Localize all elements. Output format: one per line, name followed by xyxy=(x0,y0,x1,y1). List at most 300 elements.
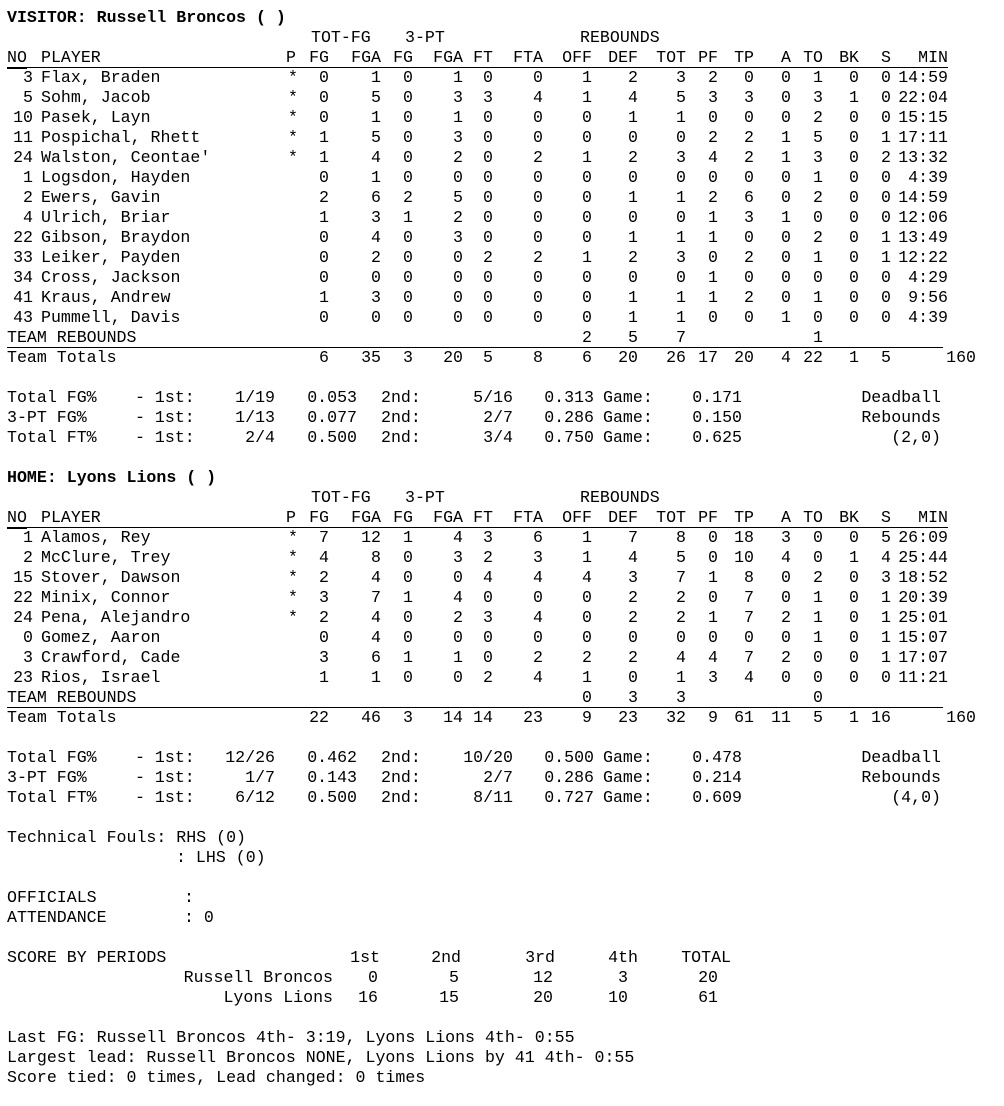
starter-marker: * xyxy=(288,108,298,127)
player-stat: 18 xyxy=(734,528,754,547)
visitor-team-totals xyxy=(0,348,1004,368)
player-stat: 1 xyxy=(582,68,592,87)
col-header-stat: TO xyxy=(803,508,823,527)
player-stat: 0 xyxy=(453,288,463,307)
team-total-stat: 16 xyxy=(871,708,891,727)
player-stat: 0 xyxy=(403,608,413,627)
starter-marker: * xyxy=(288,548,298,567)
player-stat: 0 xyxy=(849,148,859,167)
player-stat: 7 xyxy=(628,528,638,547)
player-stat: 0 xyxy=(628,128,638,147)
team-totals-label: Team Totals xyxy=(7,708,117,727)
percentage-row xyxy=(0,408,1004,428)
team-rebounds-label: TEAM REBOUNDS xyxy=(7,328,137,347)
team-rebounds-off: 2 xyxy=(582,328,592,347)
pct-second-half-made: 3/4 xyxy=(483,428,513,447)
player-stat: 0 xyxy=(781,188,791,207)
group-header-3pt: 3-PT xyxy=(405,488,445,507)
period-score: 16 xyxy=(358,988,378,1007)
player-stat: 1 xyxy=(403,208,413,227)
player-stat: 0 xyxy=(483,288,493,307)
player-stat: 0 xyxy=(533,68,543,87)
player-stat: 0 xyxy=(881,668,891,687)
col-header-stat: PF xyxy=(698,48,718,67)
player-stat: 0 xyxy=(744,628,754,647)
pct-game-label: Game: xyxy=(603,388,653,407)
team-rebounds-tot: 7 xyxy=(676,328,686,347)
player-stat: 3 xyxy=(453,88,463,107)
period-score: 20 xyxy=(533,988,553,1007)
player-stat: 1 xyxy=(676,188,686,207)
player-stat: 0 xyxy=(319,68,329,87)
player-stat: 2 xyxy=(319,188,329,207)
player-stat: 2 xyxy=(744,248,754,267)
team-total-stat: 4 xyxy=(781,348,791,367)
player-number: 41 xyxy=(13,288,33,307)
pct-second-half-label: 2nd: xyxy=(381,788,421,807)
player-stat: 0 xyxy=(813,208,823,227)
player-stat: 0 xyxy=(708,108,718,127)
player-stat: 0 xyxy=(676,128,686,147)
player-stat: 2 xyxy=(881,148,891,167)
player-row xyxy=(0,128,1004,148)
player-stat: 2 xyxy=(533,148,543,167)
team-total-stat: 20 xyxy=(734,348,754,367)
player-stat: 0 xyxy=(403,128,413,147)
player-minutes: 9:56 xyxy=(908,288,948,307)
player-stat: 0 xyxy=(781,68,791,87)
col-header-stat: A xyxy=(781,48,791,67)
player-stat: 3 xyxy=(453,228,463,247)
player-stat: 1 xyxy=(403,588,413,607)
player-number: 3 xyxy=(23,648,33,667)
group-header-3pt: 3-PT xyxy=(405,28,445,47)
player-stat: 4 xyxy=(582,568,592,587)
player-stat: 0 xyxy=(781,88,791,107)
player-stat: 3 xyxy=(453,548,463,567)
period-score: 5 xyxy=(449,968,459,987)
player-stat: 0 xyxy=(403,668,413,687)
col-header-stat: S xyxy=(881,48,891,67)
player-name: Stover, Dawson xyxy=(41,568,181,587)
player-stat: 0 xyxy=(533,308,543,327)
player-stat: 0 xyxy=(708,168,718,187)
team-total-stat: 32 xyxy=(666,708,686,727)
pct-second-half-made: 8/11 xyxy=(473,788,513,807)
player-stat: 0 xyxy=(849,628,859,647)
player-stat: 1 xyxy=(881,588,891,607)
player-stat: 1 xyxy=(453,108,463,127)
score-row xyxy=(0,988,1004,1008)
player-number: 24 xyxy=(13,148,33,167)
player-stat: 7 xyxy=(371,588,381,607)
player-stat: 1 xyxy=(781,148,791,167)
pct-first-half-value: 0.500 xyxy=(307,788,357,807)
player-stat: 0 xyxy=(849,108,859,127)
player-stat: 2 xyxy=(533,248,543,267)
col-header-stat: TP xyxy=(734,508,754,527)
player-stat: 0 xyxy=(453,268,463,287)
player-stat: 0 xyxy=(403,248,413,267)
player-minutes: 15:07 xyxy=(898,628,948,647)
player-stat: 0 xyxy=(403,268,413,287)
footer-line xyxy=(0,1048,1004,1068)
player-stat: 0 xyxy=(371,308,381,327)
player-stat: 1 xyxy=(676,308,686,327)
player-stat: 0 xyxy=(319,268,329,287)
player-stat: 3 xyxy=(744,88,754,107)
pct-second-half-label: 2nd: xyxy=(381,428,421,447)
player-name: Ulrich, Briar xyxy=(41,208,171,227)
player-stat: 3 xyxy=(319,648,329,667)
player-stat: 1 xyxy=(628,308,638,327)
player-number: 4 xyxy=(23,208,33,227)
period-header: TOTAL xyxy=(681,948,731,967)
footer-line xyxy=(0,1028,1004,1048)
player-stat: 1 xyxy=(403,528,413,547)
player-stat: 0 xyxy=(628,168,638,187)
player-stat: 5 xyxy=(676,548,686,567)
player-stat: 0 xyxy=(582,268,592,287)
player-stat: 1 xyxy=(582,528,592,547)
player-stat: 1 xyxy=(582,148,592,167)
player-stat: 4 xyxy=(628,548,638,567)
player-stat: 0 xyxy=(403,308,413,327)
col-header-stat: PF xyxy=(698,508,718,527)
player-stat: 0 xyxy=(708,548,718,567)
team-total-stat: 9 xyxy=(582,708,592,727)
player-minutes: 22:04 xyxy=(898,88,948,107)
player-stat: 4 xyxy=(708,648,718,667)
footer-line xyxy=(0,1068,1004,1088)
player-stat: 1 xyxy=(582,88,592,107)
percentage-row xyxy=(0,428,1004,448)
player-stat: 2 xyxy=(781,608,791,627)
player-number: 33 xyxy=(13,248,33,267)
player-name: Pasek, Layn xyxy=(41,108,151,127)
player-stat: 1 xyxy=(319,668,329,687)
player-name: Gomez, Aaron xyxy=(41,628,161,647)
player-row xyxy=(0,208,1004,228)
player-stat: 4 xyxy=(371,148,381,167)
player-stat: 0 xyxy=(881,208,891,227)
attendance-label: ATTENDANCE xyxy=(7,908,107,927)
col-header-stat: OFF xyxy=(562,48,592,67)
col-header-stat: FG xyxy=(309,48,329,67)
player-stat: 0 xyxy=(582,128,592,147)
player-stat: 1 xyxy=(371,168,381,187)
player-stat: 5 xyxy=(676,88,686,107)
team-total-stat: 6 xyxy=(582,348,592,367)
player-stat: 1 xyxy=(676,288,686,307)
player-stat: 1 xyxy=(813,68,823,87)
player-row xyxy=(0,308,1004,328)
pct-first-half-made: 1/7 xyxy=(245,768,275,787)
col-header-no: NO xyxy=(7,508,27,527)
player-name: Minix, Connor xyxy=(41,588,171,607)
team-total-stat: 61 xyxy=(734,708,754,727)
player-stat: 0 xyxy=(781,168,791,187)
player-stat: 0 xyxy=(319,88,329,107)
player-minutes: 12:06 xyxy=(898,208,948,227)
player-stat: 0 xyxy=(676,268,686,287)
player-row xyxy=(0,188,1004,208)
player-stat: 0 xyxy=(533,228,543,247)
team-rebounds-label: TEAM REBOUNDS xyxy=(7,688,137,707)
player-stat: 0 xyxy=(403,628,413,647)
player-stat: 0 xyxy=(813,308,823,327)
player-stat: 1 xyxy=(708,268,718,287)
team-total-stat: 35 xyxy=(361,348,381,367)
player-stat: 0 xyxy=(781,568,791,587)
player-stat: 2 xyxy=(708,128,718,147)
player-number: 1 xyxy=(23,168,33,187)
team-total-stat: 14 xyxy=(443,708,463,727)
player-stat: 12 xyxy=(361,528,381,547)
player-stat: 0 xyxy=(582,588,592,607)
player-stat: 1 xyxy=(849,88,859,107)
player-row xyxy=(0,248,1004,268)
player-row xyxy=(0,148,1004,168)
player-stat: 2 xyxy=(628,248,638,267)
player-stat: 1 xyxy=(781,128,791,147)
team-total-stat: 3 xyxy=(403,708,413,727)
player-stat: 0 xyxy=(483,228,493,247)
player-stat: 7 xyxy=(676,568,686,587)
col-header-stat: OFF xyxy=(562,508,592,527)
player-name: Pummell, Davis xyxy=(41,308,181,327)
player-stat: 0 xyxy=(582,228,592,247)
team-total-stat: 5 xyxy=(813,708,823,727)
player-stat: 1 xyxy=(813,168,823,187)
pct-game-value: 0.150 xyxy=(692,408,742,427)
player-stat: 1 xyxy=(628,228,638,247)
player-row xyxy=(0,648,1004,668)
player-stat: 2 xyxy=(533,648,543,667)
col-header-min: MIN xyxy=(918,508,948,527)
col-header-stat: FGA xyxy=(433,48,463,67)
player-stat: 0 xyxy=(533,108,543,127)
player-number: 0 xyxy=(23,628,33,647)
player-stat: 3 xyxy=(371,288,381,307)
period-score: 3 xyxy=(618,968,628,987)
player-stat: 0 xyxy=(582,188,592,207)
group-header-rebounds: REBOUNDS xyxy=(580,28,660,47)
player-name: Leiker, Payden xyxy=(41,248,181,267)
player-stat: 0 xyxy=(319,108,329,127)
player-stat: 0 xyxy=(453,628,463,647)
player-stat: 0 xyxy=(319,168,329,187)
visitor-group-headers xyxy=(0,28,1004,48)
player-number: 2 xyxy=(23,188,33,207)
player-stat: 1 xyxy=(813,628,823,647)
team-total-minutes: 160 xyxy=(946,708,976,727)
player-stat: 0 xyxy=(781,628,791,647)
player-stat: 5 xyxy=(453,188,463,207)
player-row xyxy=(0,608,1004,628)
player-number: 10 xyxy=(13,108,33,127)
pct-game-value: 0.478 xyxy=(692,748,742,767)
starter-marker: * xyxy=(288,608,298,627)
pct-second-half-value: 0.286 xyxy=(544,408,594,427)
player-stat: 2 xyxy=(453,148,463,167)
player-number: 11 xyxy=(13,128,33,147)
pct-game-value: 0.171 xyxy=(692,388,742,407)
pct-game-value: 0.625 xyxy=(692,428,742,447)
player-stat: 0 xyxy=(881,188,891,207)
player-stat: 0 xyxy=(849,528,859,547)
player-stat: 4 xyxy=(483,568,493,587)
player-stat: 0 xyxy=(453,308,463,327)
pct-first-half-value: 0.462 xyxy=(307,748,357,767)
player-stat: 6 xyxy=(533,528,543,547)
col-header-player: PLAYER xyxy=(41,508,101,527)
pct-second-half-value: 0.727 xyxy=(544,788,594,807)
player-name: Flax, Braden xyxy=(41,68,161,87)
player-stat: 1 xyxy=(582,548,592,567)
player-row xyxy=(0,588,1004,608)
home-team-totals xyxy=(0,708,1004,728)
player-number: 3 xyxy=(23,68,33,87)
team-heading: HOME: Lyons Lions ( ) xyxy=(7,468,217,487)
pct-first-half-made: 2/4 xyxy=(245,428,275,447)
pct-game-label: Game: xyxy=(603,428,653,447)
player-stat: 0 xyxy=(533,168,543,187)
player-stat: 4 xyxy=(453,528,463,547)
player-stat: 0 xyxy=(881,308,891,327)
period-header: 3rd xyxy=(525,948,555,967)
player-stat: 0 xyxy=(483,168,493,187)
player-stat: 2 xyxy=(483,668,493,687)
player-stat: 0 xyxy=(319,628,329,647)
player-stat: 0 xyxy=(483,628,493,647)
player-minutes: 26:09 xyxy=(898,528,948,547)
pct-first-half-label: - 1st: xyxy=(135,408,195,427)
officials-value: : xyxy=(184,888,194,907)
score-team-name: Lyons Lions xyxy=(223,988,333,1007)
pct-first-half-made: 1/19 xyxy=(235,388,275,407)
attendance-value: : 0 xyxy=(184,908,214,927)
pct-label: Total FT% xyxy=(7,788,97,807)
percentage-row xyxy=(0,388,1004,408)
player-stat: 0 xyxy=(582,288,592,307)
col-header-p: P xyxy=(286,48,296,67)
col-header-stat: FTA xyxy=(513,48,543,67)
player-stat: 1 xyxy=(813,288,823,307)
pct-game-value: 0.609 xyxy=(692,788,742,807)
player-stat: 0 xyxy=(744,108,754,127)
pct-second-half-value: 0.286 xyxy=(544,768,594,787)
player-stat: 5 xyxy=(881,528,891,547)
player-stat: 0 xyxy=(708,628,718,647)
visitor-heading xyxy=(0,8,1004,28)
player-stat: 8 xyxy=(371,548,381,567)
group-header-tot-fg: TOT-FG xyxy=(311,488,371,507)
period-score: 0 xyxy=(368,968,378,987)
team-total-stat: 1 xyxy=(849,708,859,727)
player-stat: 1 xyxy=(319,128,329,147)
player-stat: 0 xyxy=(533,268,543,287)
player-stat: 2 xyxy=(813,108,823,127)
player-stat: 1 xyxy=(708,288,718,307)
player-stat: 0 xyxy=(781,108,791,127)
player-stat: 1 xyxy=(371,668,381,687)
player-stat: 0 xyxy=(881,108,891,127)
technical-fouls-row-1 xyxy=(0,828,1004,848)
player-stat: 0 xyxy=(403,568,413,587)
col-header-player: PLAYER xyxy=(41,48,101,67)
player-stat: 1 xyxy=(813,588,823,607)
player-stat: 1 xyxy=(319,288,329,307)
player-stat: 2 xyxy=(628,68,638,87)
player-minutes: 25:44 xyxy=(898,548,948,567)
player-name: McClure, Trey xyxy=(41,548,171,567)
player-stat: 3 xyxy=(533,548,543,567)
player-stat: 1 xyxy=(453,648,463,667)
player-stat: 0 xyxy=(813,268,823,287)
player-minutes: 17:07 xyxy=(898,648,948,667)
starter-marker: * xyxy=(288,128,298,147)
player-stat: 4 xyxy=(371,228,381,247)
player-stat: 1 xyxy=(319,148,329,167)
player-stat: 1 xyxy=(881,628,891,647)
percentage-row xyxy=(0,768,1004,788)
player-stat: 0 xyxy=(533,588,543,607)
team-total-stat: 14 xyxy=(473,708,493,727)
pct-first-half-made: 6/12 xyxy=(235,788,275,807)
player-stat: 7 xyxy=(319,528,329,547)
player-stat: 2 xyxy=(744,128,754,147)
player-stat: 0 xyxy=(781,228,791,247)
col-header-stat: TO xyxy=(803,48,823,67)
player-minutes: 13:32 xyxy=(898,148,948,167)
player-stat: 0 xyxy=(781,288,791,307)
group-header-tot-fg: TOT-FG xyxy=(311,28,371,47)
pct-second-half-label: 2nd: xyxy=(381,388,421,407)
col-header-stat: DEF xyxy=(608,48,638,67)
player-stat: 1 xyxy=(628,288,638,307)
col-header-no: NO xyxy=(7,48,27,67)
player-stat: 1 xyxy=(708,228,718,247)
player-stat: 2 xyxy=(582,648,592,667)
player-stat: 0 xyxy=(813,648,823,667)
pct-first-half-label: - 1st: xyxy=(135,388,195,407)
percentage-row xyxy=(0,788,1004,808)
player-stat: 0 xyxy=(582,208,592,227)
player-stat: 0 xyxy=(676,208,686,227)
player-stat: 0 xyxy=(849,208,859,227)
player-stat: 4 xyxy=(881,548,891,567)
col-header-stat: FGA xyxy=(351,48,381,67)
player-number: 43 xyxy=(13,308,33,327)
player-stat: 0 xyxy=(453,168,463,187)
player-stat: 0 xyxy=(849,188,859,207)
player-minutes: 20:39 xyxy=(898,588,948,607)
player-number: 34 xyxy=(13,268,33,287)
player-stat: 0 xyxy=(582,608,592,627)
player-row xyxy=(0,268,1004,288)
player-stat: 2 xyxy=(628,608,638,627)
player-stat: 0 xyxy=(628,668,638,687)
player-stat: 8 xyxy=(744,568,754,587)
player-row xyxy=(0,88,1004,108)
player-stat: 0 xyxy=(582,108,592,127)
score-by-periods-header xyxy=(0,948,1004,968)
technical-fouls-visitor: Technical Fouls: RHS (0) xyxy=(7,828,246,847)
player-stat: 2 xyxy=(453,208,463,227)
player-stat: 0 xyxy=(849,608,859,627)
player-stat: 1 xyxy=(708,608,718,627)
